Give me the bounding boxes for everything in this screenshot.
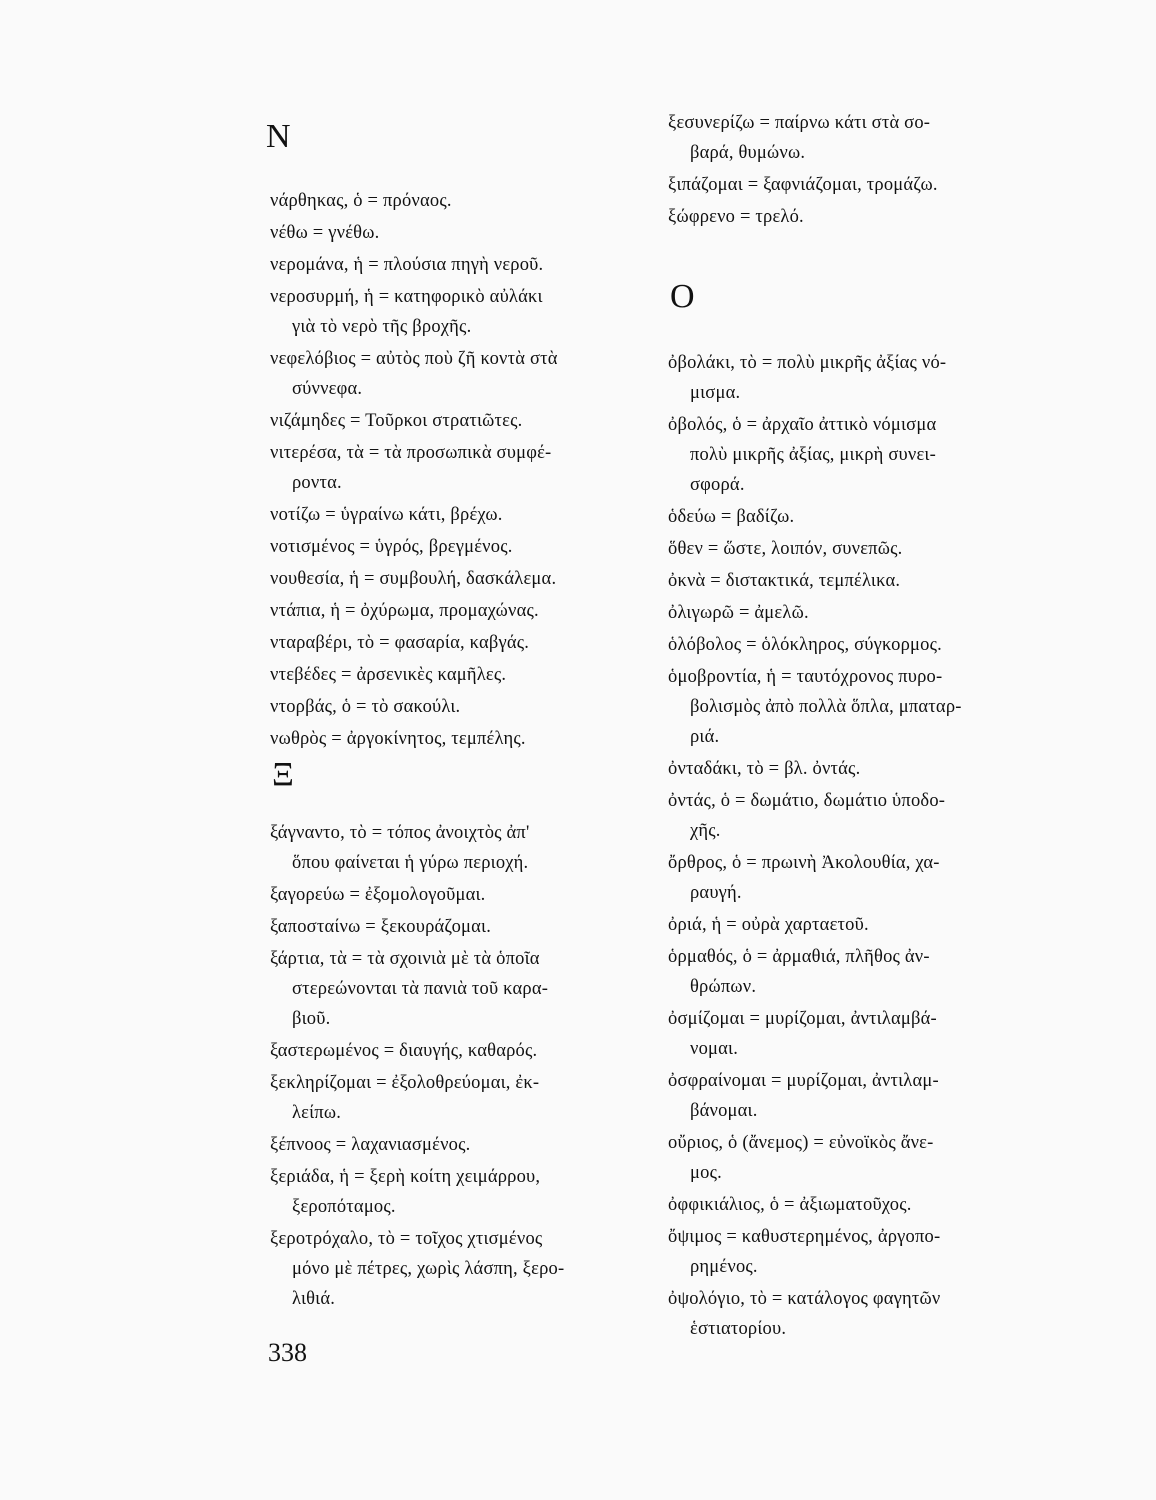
entry-headline: ὀβολός, ὁ = ἀρχαῖο ἀττικὸ νόμισμα bbox=[668, 415, 937, 435]
entry-headline: ὁδεύω = βαδίζω. bbox=[668, 507, 795, 527]
entry-continuation: βολισμὸς ἀπὸ πολλὰ ὅπλα, μπαταρ- bbox=[690, 697, 962, 717]
entry-continuation: ὅπου φαίνεται ἡ γύρω περιοχή. bbox=[292, 853, 529, 873]
entry-headline: νωθρὸς = ἀργοκίνητος, τεμπέλης. bbox=[270, 729, 526, 749]
dictionary-entry bbox=[270, 1036, 537, 1066]
dictionary-entry bbox=[270, 500, 503, 530]
dictionary-entry bbox=[668, 534, 902, 564]
entry-continuation: χῆς. bbox=[690, 821, 721, 841]
dictionary-entry bbox=[270, 660, 506, 690]
entry-headline: ὀσφραίνομαι = μυρίζομαι, ἀντιλαμ- bbox=[668, 1071, 939, 1091]
dictionary-entry bbox=[270, 344, 558, 404]
dictionary-entry bbox=[668, 1066, 939, 1126]
entry-continuation: ρημένος. bbox=[690, 1257, 758, 1277]
dictionary-entry bbox=[270, 250, 543, 280]
entry-continuation: ραυγή. bbox=[690, 883, 742, 903]
entry-headline: ὀντάς, ὁ = δωμάτιο, δωμάτιο ὑποδο- bbox=[668, 791, 946, 811]
dictionary-entry bbox=[668, 502, 794, 532]
entry-headline: ξιπάζομαι = ξαφνιάζομαι, τρομάζω. bbox=[668, 175, 938, 195]
entry-continuation: ἑστιατορίου. bbox=[690, 1319, 787, 1339]
entry-headline: ξαγορεύω = ἐξομολογοῦμαι. bbox=[270, 885, 486, 905]
entry-headline: νεροσυρμή, ἡ = κατηφορικὸ αὐλάκι bbox=[270, 287, 543, 307]
entry-headline: ξεροτρόχαλο, τὸ = τοῖχος χτισμένος bbox=[270, 1229, 543, 1249]
entry-headline: ὁρμαθός, ὁ = ἀρμαθιά, πλῆθος ἀν- bbox=[668, 947, 930, 967]
dictionary-entry bbox=[270, 438, 551, 498]
dictionary-entry bbox=[270, 532, 513, 562]
entry-headline: νεφελόβιος = αὐτὸς ποὺ ζῆ κοντὰ στὰ bbox=[270, 349, 558, 369]
entry-headline: ξεσυνερίζω = παίρνω κάτι στὰ σο- bbox=[668, 113, 931, 133]
dictionary-entry bbox=[270, 1162, 540, 1222]
dictionary-entry bbox=[270, 1130, 470, 1160]
dictionary-entry bbox=[668, 410, 936, 500]
entry-headline: ξεριάδα, ἡ = ξερὴ κοίτη χειμάρρου, bbox=[270, 1167, 541, 1187]
entry-headline: ὀριά, ἡ = οὐρὰ χαρταετοῦ. bbox=[668, 915, 869, 935]
dictionary-entry bbox=[270, 218, 379, 248]
entry-headline: ξάρτια, τὰ = τὰ σχοινιὰ μὲ τὰ ὁποῖα bbox=[270, 949, 540, 969]
entry-headline: ξεκληρίζομαι = ἐξολοθρεύομαι, ἐκ- bbox=[270, 1073, 540, 1093]
dictionary-entry bbox=[668, 1284, 941, 1344]
entry-headline: νάρθηκας, ὁ = πρόναος. bbox=[270, 191, 452, 211]
dictionary-entry bbox=[270, 596, 539, 626]
entry-headline: ὁλόβολος = ὁλόκληρος, σύγκορμος. bbox=[668, 635, 942, 655]
section-letter-xi: Ξ bbox=[272, 756, 294, 793]
dictionary-entry bbox=[270, 944, 548, 1034]
entry-continuation: λιθιά. bbox=[292, 1289, 336, 1309]
entry-continuation: νομαι. bbox=[690, 1039, 739, 1059]
entry-headline: νοτισμένος = ὑγρός, βρεγμένος. bbox=[270, 537, 513, 557]
dictionary-entry bbox=[668, 202, 804, 232]
entry-continuation: βιοῦ. bbox=[292, 1009, 331, 1029]
entry-headline: νιτερέσα, τὰ = τὰ προσωπικὰ συμφέ- bbox=[270, 443, 552, 463]
dictionary-entry bbox=[668, 170, 938, 200]
dictionary-entry bbox=[270, 1224, 564, 1314]
entry-continuation: μος. bbox=[690, 1163, 722, 1183]
dictionary-entry bbox=[270, 818, 529, 878]
entry-continuation: βάνομαι. bbox=[690, 1101, 758, 1121]
entry-headline: ὀβολάκι, τὸ = πολὺ μικρῆς ἀξίας νό- bbox=[668, 353, 947, 373]
entry-continuation: ροντα. bbox=[292, 473, 342, 493]
entry-headline: ξαστερωμένος = διαυγής, καθαρός. bbox=[270, 1041, 538, 1061]
entry-continuation: μισμα. bbox=[690, 383, 741, 403]
entry-headline: νταραβέρι, τὸ = φασαρία, καβγάς. bbox=[270, 633, 530, 653]
dictionary-entry bbox=[270, 186, 452, 216]
entry-continuation: βαρά, θυμώνω. bbox=[690, 143, 806, 163]
dictionary-entry bbox=[668, 566, 900, 596]
dictionary-entry bbox=[270, 406, 523, 436]
entry-continuation: σύννεφα. bbox=[292, 379, 363, 399]
entry-headline: ὀφφικιάλιος, ὁ = ἀξιωματοῦχος. bbox=[668, 1195, 912, 1215]
entry-headline: ντάπια, ἡ = ὀχύρωμα, προμαχώνας. bbox=[270, 601, 539, 621]
dictionary-entry bbox=[270, 692, 460, 722]
entry-headline: ντεβέδες = ἀρσενικὲς καμῆλες. bbox=[270, 665, 507, 685]
dictionary-entry bbox=[270, 724, 526, 754]
entry-continuation: γιὰ τὸ νερὸ τῆς βροχῆς. bbox=[292, 317, 472, 337]
dictionary-entry bbox=[668, 1222, 940, 1282]
section-letter-o: Ο bbox=[670, 278, 695, 315]
entry-continuation: σφορά. bbox=[690, 475, 745, 495]
dictionary-entry bbox=[668, 942, 930, 1002]
dictionary-entry bbox=[668, 754, 860, 784]
entry-headline: νέθω = γνέθω. bbox=[270, 223, 380, 243]
section-letter-n: N bbox=[266, 118, 291, 155]
page-number: 338 bbox=[268, 1338, 307, 1367]
entry-headline: ὀσμίζομαι = μυρίζομαι, ἀντιλαμβά- bbox=[668, 1009, 937, 1029]
entry-continuation: μόνο μὲ πέτρες, χωρὶς λάσπη, ξερο- bbox=[292, 1259, 565, 1279]
entry-continuation: λείπω. bbox=[292, 1103, 342, 1123]
dictionary-entry bbox=[668, 662, 962, 752]
dictionary-entry bbox=[270, 282, 543, 342]
dictionary-entry bbox=[668, 848, 940, 908]
entry-headline: ὄρθρος, ὁ = πρωινὴ Ἀκολουθία, χα- bbox=[668, 853, 940, 873]
entry-headline: νοτίζω = ὑγραίνω κάτι, βρέχω. bbox=[270, 505, 503, 525]
dictionary-entry bbox=[668, 910, 869, 940]
dictionary-entry bbox=[668, 1128, 933, 1188]
dictionary-entry bbox=[668, 630, 942, 660]
dictionary-entry bbox=[270, 628, 529, 658]
entry-continuation: ξεροπόταμος. bbox=[292, 1197, 396, 1217]
entry-headline: ὄψιμος = καθυστερημένος, ἀργοπο- bbox=[668, 1227, 941, 1247]
entry-headline: ξαποσταίνω = ξεκουράζομαι. bbox=[270, 917, 492, 937]
dictionary-entry bbox=[668, 348, 946, 408]
entry-headline: ὀνταδάκι, τὸ = βλ. ὀντάς. bbox=[668, 759, 861, 779]
dictionary-entry bbox=[270, 912, 491, 942]
dictionary-entry bbox=[668, 108, 930, 168]
entry-headline: ξώφρενο = τρελό. bbox=[668, 207, 804, 227]
entry-continuation: στερεώνονται τὰ πανιὰ τοῦ καρα- bbox=[292, 979, 549, 999]
entry-continuation: ριά. bbox=[690, 727, 720, 747]
dictionary-entry bbox=[668, 786, 945, 846]
entry-headline: οὔριος, ὁ (ἄνεμος) = εὐνοϊκὸς ἄνε- bbox=[668, 1133, 934, 1153]
entry-headline: ὀψολόγιο, τὸ = κατάλογος φαγητῶν bbox=[668, 1289, 941, 1309]
entry-headline: νουθεσία, ἡ = συμβουλή, δασκάλεμα. bbox=[270, 569, 557, 589]
entry-headline: ξέπνοος = λαχανιασμένος. bbox=[270, 1135, 471, 1155]
dictionary-entry bbox=[668, 1190, 912, 1220]
dictionary-entry bbox=[270, 880, 485, 910]
entry-headline: ὁμοβροντία, ἡ = ταυτόχρονος πυρο- bbox=[668, 667, 943, 687]
entry-headline: ὀλιγωρῶ = ἀμελῶ. bbox=[668, 603, 809, 623]
entry-continuation: θρώπων. bbox=[690, 977, 757, 997]
dictionary-entry bbox=[270, 1068, 539, 1128]
dictionary-entry bbox=[270, 564, 556, 594]
entry-headline: ξάγναντο, τὸ = τόπος ἀνοιχτὸς ἀπ' bbox=[270, 823, 530, 843]
entry-continuation: πολὺ μικρῆς ἀξίας, μικρὴ συνει- bbox=[690, 445, 936, 465]
dictionary-entry bbox=[668, 598, 809, 628]
entry-headline: ὀκνὰ = διστακτικά, τεμπέλικα. bbox=[668, 571, 901, 591]
dictionary-entry bbox=[668, 1004, 937, 1064]
entry-headline: νερομάνα, ἡ = πλούσια πηγὴ νεροῦ. bbox=[270, 255, 544, 275]
entry-headline: ντορβάς, ὁ = τὸ σακούλι. bbox=[270, 697, 461, 717]
entry-headline: νιζάμηδες = Τοῦρκοι στρατιῶτες. bbox=[270, 411, 523, 431]
entry-headline: ὅθεν = ὥστε, λοιπόν, συνεπῶς. bbox=[668, 539, 903, 559]
